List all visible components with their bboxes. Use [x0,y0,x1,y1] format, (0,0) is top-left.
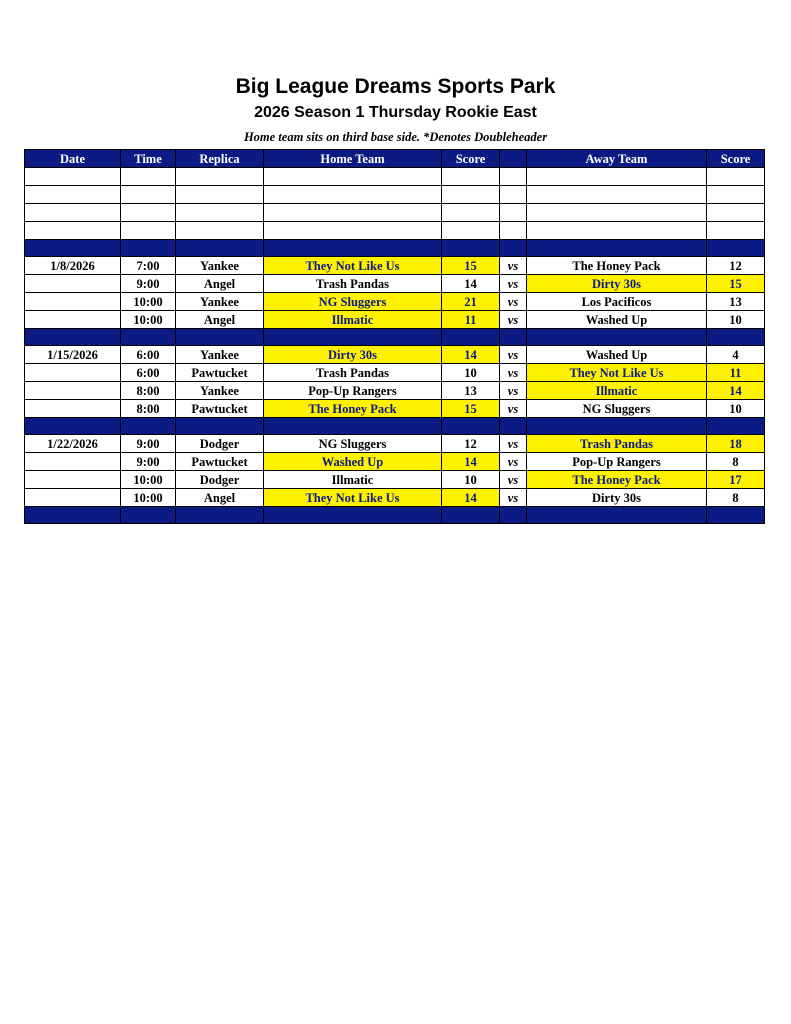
separator-cell [121,418,176,435]
time-cell: 9:00 [121,275,176,293]
week-separator-band [25,418,765,435]
separator-cell [264,418,442,435]
away-team-cell: NG Sluggers [527,400,707,418]
home-score-cell: 15 [442,400,500,418]
home-team-cell: Washed Up [264,453,442,471]
vs-cell: vs [500,435,527,453]
time-cell: 10:00 [121,293,176,311]
game-row [25,257,765,275]
date-cell [25,364,121,382]
away-team-cell: The Honey Pack [527,471,707,489]
home-score-cell: 10 [442,364,500,382]
home-score-cell: 10 [442,471,500,489]
time-cell: 7:00 [121,257,176,275]
home-team-cell: Illmatic [264,471,442,489]
separator-cell [176,507,264,524]
away-score-cell: 4 [707,346,765,364]
week-separator-band [25,507,765,524]
home-team-cell: They Not Like Us [264,257,442,275]
separator-cell [500,507,527,524]
date-cell [25,382,121,400]
vs-cell: vs [500,382,527,400]
replica-cell: Pawtucket [176,364,264,382]
vs-cell: vs [500,400,527,418]
away-score-cell: 11 [707,364,765,382]
doubleheader-note: Home team sits on third base side. *Denotes Doubleheader [243,130,548,144]
vs-cell: vs [500,453,527,471]
home-score-cell: 15 [442,257,500,275]
separator-cell [442,507,500,524]
replica-cell: Yankee [176,257,264,275]
home-team-cell: They Not Like Us [264,489,442,507]
vs-cell: vs [500,364,527,382]
away-score-cell: 14 [707,382,765,400]
time-cell: 9:00 [121,435,176,453]
empty-row [25,222,765,240]
week-separator-band [25,240,765,257]
separator-cell [25,507,121,524]
date-cell [25,275,121,293]
separator-cell [264,507,442,524]
home-score-cell: 13 [442,382,500,400]
column-header-time: Time [121,150,176,168]
away-team-cell: Washed Up [527,346,707,364]
separator-cell [442,240,500,257]
game-row [25,346,765,364]
away-score-cell: 18 [707,435,765,453]
replica-cell: Yankee [176,382,264,400]
replica-cell: Angel [176,489,264,507]
week-separator-band [25,329,765,346]
separator-cell [25,418,121,435]
time-cell: 10:00 [121,489,176,507]
vs-cell: vs [500,471,527,489]
date-cell [25,453,121,471]
vs-cell: vs [500,311,527,329]
away-score-cell: 15 [707,275,765,293]
replica-cell: Yankee [176,346,264,364]
game-row [25,293,765,311]
vs-cell: vs [500,489,527,507]
separator-cell [500,240,527,257]
away-score-cell: 13 [707,293,765,311]
separator-cell [264,240,442,257]
schedule-body [25,168,765,524]
away-team-cell: Los Pacificos [527,293,707,311]
home-score-cell: 14 [442,346,500,364]
column-header-replica: Replica [176,150,264,168]
home-team-cell: Illmatic [264,311,442,329]
home-score-cell: 11 [442,311,500,329]
separator-cell [527,240,707,257]
column-header-home-score: Score [442,150,500,168]
home-team-cell: Trash Pandas [264,275,442,293]
game-row [25,435,765,453]
away-team-cell: Illmatic [527,382,707,400]
replica-cell: Pawtucket [176,453,264,471]
empty-row [25,204,765,222]
away-team-cell: Trash Pandas [527,435,707,453]
column-header-away-score: Score [707,150,765,168]
separator-cell [176,240,264,257]
page-subtitle: 2026 Season 1 Thursday Rookie East [254,104,537,121]
separator-cell [264,329,442,346]
header-row [25,150,765,168]
away-team-cell: The Honey Pack [527,257,707,275]
separator-cell [25,240,121,257]
time-cell: 10:00 [121,311,176,329]
vs-cell: vs [500,275,527,293]
game-row [25,364,765,382]
replica-cell: Yankee [176,293,264,311]
column-header-away-team: Away Team [527,150,707,168]
replica-cell: Dodger [176,435,264,453]
date-cell [25,311,121,329]
page-title: Big League Dreams Sports Park [235,75,556,98]
separator-cell [527,329,707,346]
away-score-cell: 8 [707,489,765,507]
separator-cell [121,507,176,524]
home-team-cell: Trash Pandas [264,364,442,382]
home-score-cell: 14 [442,489,500,507]
away-score-cell: 10 [707,311,765,329]
away-team-cell: Dirty 30s [527,275,707,293]
separator-cell [121,240,176,257]
separator-cell [527,507,707,524]
home-team-cell: Dirty 30s [264,346,442,364]
time-cell: 10:00 [121,471,176,489]
vs-cell: vs [500,293,527,311]
home-team-cell: NG Sluggers [264,293,442,311]
home-score-cell: 14 [442,453,500,471]
vs-cell: vs [500,346,527,364]
separator-cell [442,329,500,346]
game-row [25,275,765,293]
schedule-table [24,149,765,524]
home-team-cell: The Honey Pack [264,400,442,418]
date-cell: 1/8/2026 [25,257,121,275]
separator-cell [500,329,527,346]
separator-cell [25,329,121,346]
time-cell: 6:00 [121,364,176,382]
home-team-cell: NG Sluggers [264,435,442,453]
game-row [25,489,765,507]
away-score-cell: 17 [707,471,765,489]
time-cell: 9:00 [121,453,176,471]
column-header-date: Date [25,150,121,168]
away-team-cell: They Not Like Us [527,364,707,382]
home-score-cell: 14 [442,275,500,293]
away-score-cell: 8 [707,453,765,471]
away-team-cell: Pop-Up Rangers [527,453,707,471]
game-row [25,453,765,471]
separator-cell [707,240,765,257]
time-cell: 8:00 [121,382,176,400]
game-row [25,471,765,489]
away-score-cell: 10 [707,400,765,418]
replica-cell: Dodger [176,471,264,489]
replica-cell: Angel [176,311,264,329]
separator-cell [176,418,264,435]
home-score-cell: 21 [442,293,500,311]
date-cell [25,489,121,507]
date-cell [25,471,121,489]
column-header-home-team: Home Team [264,150,442,168]
separator-cell [121,329,176,346]
date-cell [25,293,121,311]
home-team-cell: Pop-Up Rangers [264,382,442,400]
separator-cell [707,329,765,346]
away-team-cell: Dirty 30s [527,489,707,507]
game-row [25,311,765,329]
away-team-cell: Washed Up [527,311,707,329]
separator-cell [176,329,264,346]
empty-row [25,186,765,204]
replica-cell: Pawtucket [176,400,264,418]
vs-cell: vs [500,257,527,275]
time-cell: 6:00 [121,346,176,364]
empty-row [25,168,765,186]
game-row [25,382,765,400]
time-cell: 8:00 [121,400,176,418]
date-cell: 1/15/2026 [25,346,121,364]
game-row [25,400,765,418]
separator-cell [527,418,707,435]
date-cell [25,400,121,418]
separator-cell [707,507,765,524]
separator-cell [442,418,500,435]
away-score-cell: 12 [707,257,765,275]
replica-cell: Angel [176,275,264,293]
separator-cell [500,418,527,435]
column-header-vs [500,150,527,168]
separator-cell [707,418,765,435]
home-score-cell: 12 [442,435,500,453]
date-cell: 1/22/2026 [25,435,121,453]
